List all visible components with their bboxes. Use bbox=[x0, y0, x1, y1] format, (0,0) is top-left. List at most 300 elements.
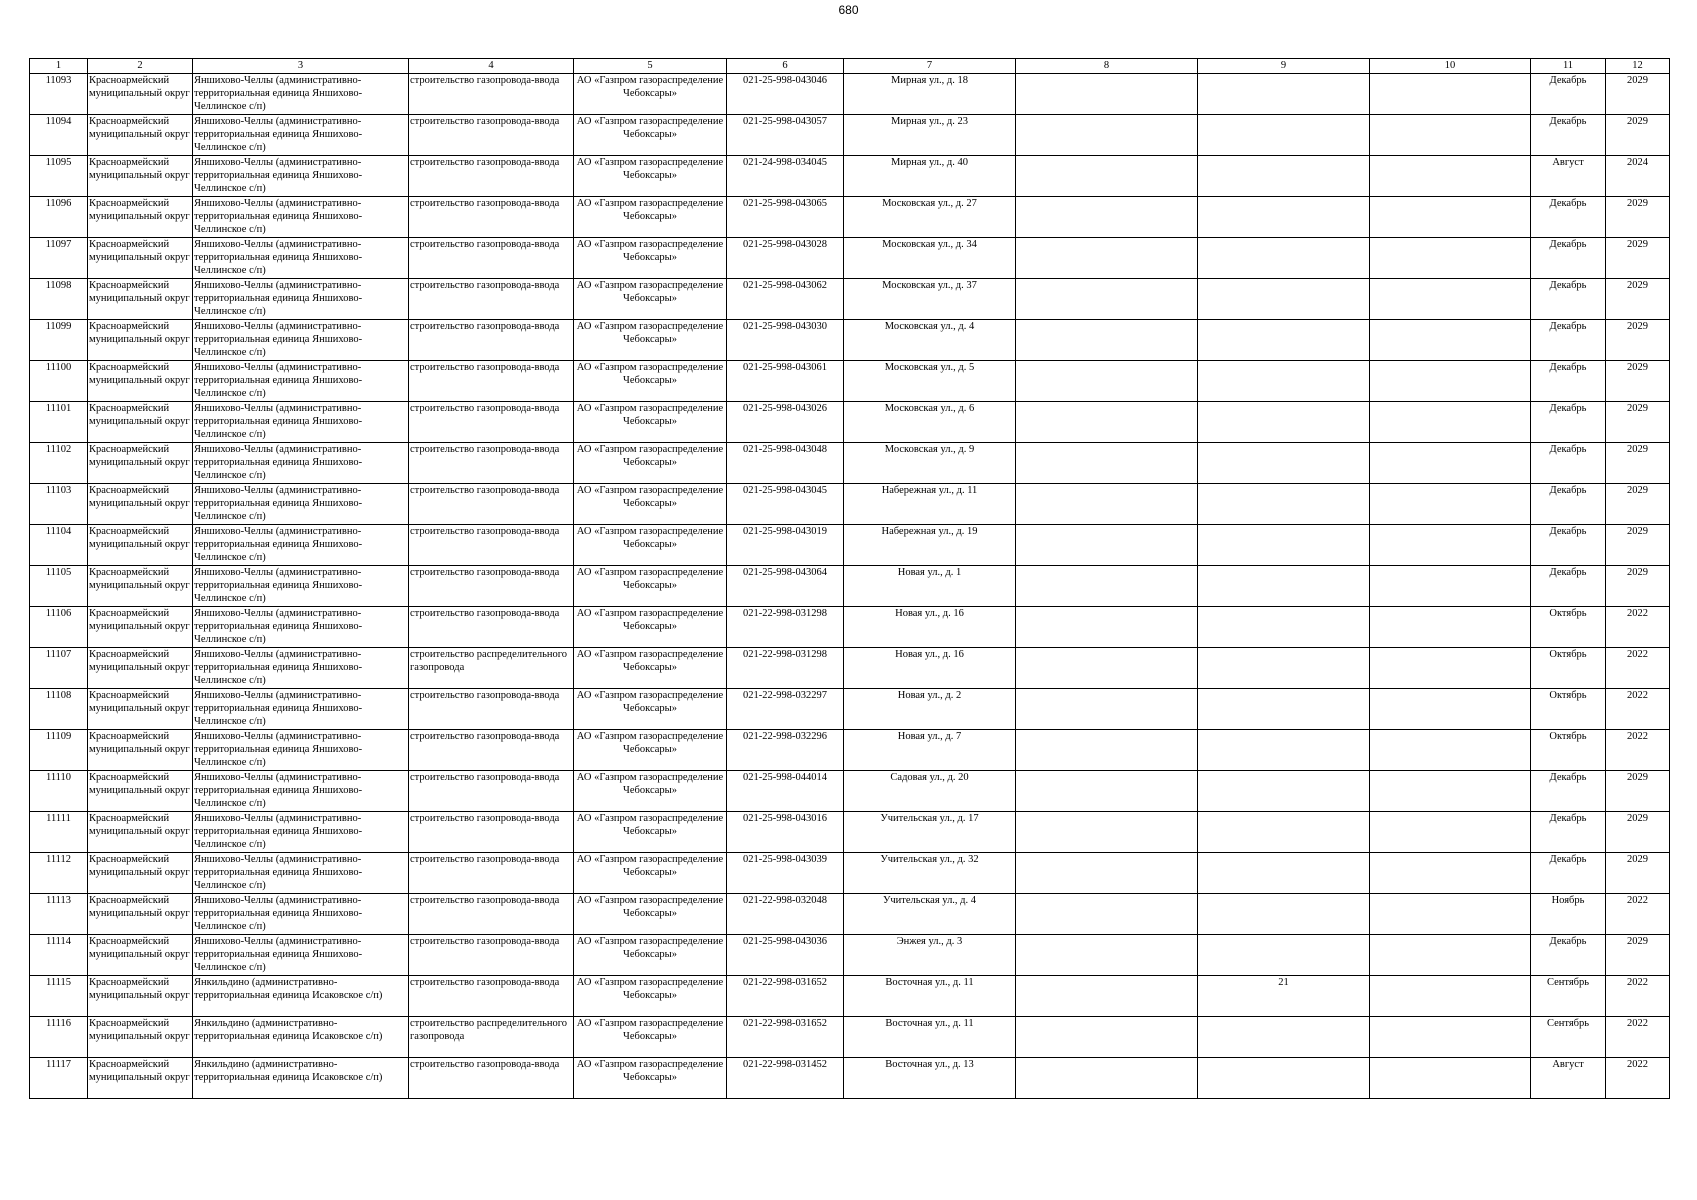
settlement-cell-text: Яншихово-Челлы (административно-территориальная единица Яншихово-Челлинское с/п) bbox=[194, 75, 363, 112]
month-cell bbox=[1531, 402, 1606, 443]
month-cell-text: Декабрь bbox=[1549, 526, 1587, 537]
table-row bbox=[30, 402, 1670, 443]
column-9-cell bbox=[1198, 607, 1370, 648]
column-8-cell-text bbox=[1017, 74, 1196, 114]
year-cell bbox=[1606, 976, 1670, 1017]
okrug-cell-text: Красноармейский муниципальный округ bbox=[89, 157, 190, 181]
column-9-cell-text bbox=[1199, 853, 1368, 893]
work-type-cell bbox=[409, 156, 574, 197]
month-cell bbox=[1531, 976, 1606, 1017]
month-cell bbox=[1531, 443, 1606, 484]
column-9-cell bbox=[1198, 566, 1370, 607]
work-type-cell-text: строительство газопровода-ввода bbox=[410, 813, 560, 824]
table-row bbox=[30, 279, 1670, 320]
okrug-cell bbox=[88, 566, 193, 607]
organization-cell bbox=[574, 156, 727, 197]
address-cell-text: Восточная ул., д. 13 bbox=[885, 1059, 974, 1070]
object-code-cell bbox=[727, 443, 844, 484]
year-cell-text: 2029 bbox=[1627, 239, 1648, 250]
column-9-cell bbox=[1198, 115, 1370, 156]
address-cell-text: Набережная ул., д. 19 bbox=[881, 526, 978, 537]
month-cell-text: Декабрь bbox=[1549, 772, 1587, 783]
month-cell bbox=[1531, 730, 1606, 771]
organization-cell bbox=[574, 894, 727, 935]
address-cell-text: Новая ул., д. 1 bbox=[897, 567, 962, 578]
row-number-cell bbox=[30, 976, 88, 1017]
table-row bbox=[30, 689, 1670, 730]
column-header: 9 bbox=[1198, 59, 1370, 74]
work-type-cell-text: строительство газопровода-ввода bbox=[410, 731, 560, 742]
object-code-cell-text: 021-25-998-043036 bbox=[743, 936, 827, 947]
month-cell bbox=[1531, 74, 1606, 115]
okrug-cell-text: Красноармейский муниципальный округ bbox=[89, 75, 190, 99]
column-header: 6 bbox=[727, 59, 844, 74]
year-cell bbox=[1606, 853, 1670, 894]
okrug-cell bbox=[88, 320, 193, 361]
work-type-cell-text: строительство распределительного газопровода bbox=[410, 1018, 568, 1042]
year-cell bbox=[1606, 607, 1670, 648]
month-cell bbox=[1531, 320, 1606, 361]
column-10-cell bbox=[1370, 730, 1531, 771]
address-cell-text: Новая ул., д. 16 bbox=[895, 649, 964, 660]
month-cell bbox=[1531, 1017, 1606, 1058]
table-row bbox=[30, 648, 1670, 689]
object-code-cell-text: 021-25-998-044014 bbox=[743, 772, 827, 783]
row-number-cell-text: 11110 bbox=[45, 772, 72, 783]
object-code-cell bbox=[727, 976, 844, 1017]
year-cell-text: 2029 bbox=[1627, 75, 1648, 86]
okrug-cell bbox=[88, 197, 193, 238]
row-number-cell bbox=[30, 648, 88, 689]
row-number-cell bbox=[30, 115, 88, 156]
year-cell-text: 2029 bbox=[1627, 403, 1648, 414]
okrug-cell-text: Красноармейский муниципальный округ bbox=[89, 895, 190, 919]
column-9-cell bbox=[1198, 197, 1370, 238]
organization-cell-text: АО «Газпром газораспределение Чебоксары» bbox=[576, 321, 724, 345]
column-10-cell-text bbox=[1371, 812, 1529, 852]
row-number-cell-text: 11117 bbox=[45, 1059, 72, 1070]
column-8-cell bbox=[1016, 566, 1198, 607]
column-8-cell-text bbox=[1017, 771, 1196, 811]
row-number-cell bbox=[30, 894, 88, 935]
column-8-cell bbox=[1016, 484, 1198, 525]
organization-cell bbox=[574, 361, 727, 402]
address-cell-text: Садовая ул., д. 20 bbox=[890, 772, 969, 783]
work-type-cell bbox=[409, 74, 574, 115]
object-code-cell bbox=[727, 812, 844, 853]
work-type-cell-text: строительство газопровода-ввода bbox=[410, 772, 560, 783]
settlement-cell-text: Яншихово-Челлы (административно-территориальная единица Яншихово-Челлинское с/п) bbox=[194, 854, 363, 891]
year-cell bbox=[1606, 1058, 1670, 1099]
address-cell bbox=[844, 156, 1016, 197]
object-code-cell bbox=[727, 484, 844, 525]
year-cell bbox=[1606, 894, 1670, 935]
column-9-cell-text bbox=[1199, 1017, 1368, 1057]
year-cell-text: 2022 bbox=[1627, 895, 1648, 906]
address-cell-text: Московская ул., д. 5 bbox=[884, 362, 975, 373]
table-row bbox=[30, 238, 1670, 279]
work-type-cell-text: строительство газопровода-ввода bbox=[410, 321, 560, 332]
object-code-cell-text: 021-25-998-043062 bbox=[743, 280, 827, 291]
settlement-cell-text: Янкильдино (административно-территориальная единица Исаковское с/п) bbox=[194, 1018, 383, 1042]
column-9-cell bbox=[1198, 1058, 1370, 1099]
year-cell-text: 2022 bbox=[1627, 690, 1648, 701]
column-10-cell-text bbox=[1371, 361, 1529, 401]
work-type-cell-text: строительство распределительного газопровода bbox=[410, 649, 568, 673]
object-code-cell-text: 021-25-998-043016 bbox=[743, 813, 827, 824]
column-9-cell-text bbox=[1199, 238, 1368, 278]
column-10-cell bbox=[1370, 402, 1531, 443]
settlement-cell-text: Яншихово-Челлы (административно-территориальная единица Яншихово-Челлинское с/п) bbox=[194, 649, 363, 686]
settlement-cell bbox=[193, 894, 409, 935]
row-number-cell-text: 11104 bbox=[45, 526, 72, 537]
column-9-cell bbox=[1198, 484, 1370, 525]
row-number-cell-text: 11113 bbox=[45, 895, 72, 906]
object-code-cell-text: 021-25-998-043030 bbox=[743, 321, 827, 332]
column-10-cell bbox=[1370, 976, 1531, 1017]
settlement-cell bbox=[193, 1017, 409, 1058]
settlement-cell bbox=[193, 771, 409, 812]
address-cell bbox=[844, 689, 1016, 730]
month-cell-text: Декабрь bbox=[1549, 116, 1587, 127]
okrug-cell bbox=[88, 812, 193, 853]
column-9-cell-text bbox=[1199, 361, 1368, 401]
table-row bbox=[30, 74, 1670, 115]
work-type-cell-text: строительство газопровода-ввода bbox=[410, 977, 560, 988]
column-10-cell bbox=[1370, 853, 1531, 894]
work-type-cell bbox=[409, 812, 574, 853]
column-9-cell-text: 21 bbox=[1278, 977, 1289, 988]
object-code-cell-text: 021-22-998-031298 bbox=[743, 608, 827, 619]
column-9-cell bbox=[1198, 894, 1370, 935]
column-8-cell-text bbox=[1017, 443, 1196, 483]
table-row bbox=[30, 853, 1670, 894]
organization-cell-text: АО «Газпром газораспределение Чебоксары» bbox=[576, 649, 724, 673]
row-number-cell bbox=[30, 566, 88, 607]
work-type-cell-text: строительство газопровода-ввода bbox=[410, 75, 560, 86]
column-9-cell-text bbox=[1199, 1058, 1368, 1098]
month-cell-text: Декабрь bbox=[1549, 854, 1587, 865]
column-10-cell bbox=[1370, 279, 1531, 320]
year-cell-text: 2029 bbox=[1627, 198, 1648, 209]
row-number-cell-text: 11106 bbox=[45, 608, 72, 619]
column-10-cell bbox=[1370, 525, 1531, 566]
work-type-cell bbox=[409, 566, 574, 607]
row-number-cell-text: 11093 bbox=[45, 75, 72, 86]
year-cell-text: 2029 bbox=[1627, 485, 1648, 496]
okrug-cell-text: Красноармейский муниципальный округ bbox=[89, 280, 190, 304]
row-number-cell-text: 11105 bbox=[45, 567, 72, 578]
object-code-cell bbox=[727, 689, 844, 730]
work-type-cell-text: строительство газопровода-ввода bbox=[410, 485, 560, 496]
okrug-cell-text: Красноармейский муниципальный округ bbox=[89, 690, 190, 714]
row-number-cell bbox=[30, 197, 88, 238]
column-header: 3 bbox=[193, 59, 409, 74]
row-number-cell bbox=[30, 853, 88, 894]
column-8-cell-text bbox=[1017, 361, 1196, 401]
column-10-cell bbox=[1370, 74, 1531, 115]
table-row bbox=[30, 525, 1670, 566]
okrug-cell bbox=[88, 730, 193, 771]
year-cell-text: 2029 bbox=[1627, 526, 1648, 537]
object-code-cell-text: 021-25-998-043061 bbox=[743, 362, 827, 373]
column-10-cell bbox=[1370, 935, 1531, 976]
month-cell-text: Декабрь bbox=[1549, 936, 1587, 947]
year-cell bbox=[1606, 935, 1670, 976]
settlement-cell-text: Яншихово-Челлы (административно-территориальная единица Яншихово-Челлинское с/п) bbox=[194, 526, 363, 563]
object-code-cell-text: 021-22-998-031298 bbox=[743, 649, 827, 660]
address-cell-text: Новая ул., д. 7 bbox=[897, 731, 962, 742]
year-cell-text: 2029 bbox=[1627, 444, 1648, 455]
work-type-cell bbox=[409, 525, 574, 566]
address-cell-text: Учительская ул., д. 4 bbox=[882, 895, 977, 906]
settlement-cell-text: Яншихово-Челлы (административно-территориальная единица Яншихово-Челлинское с/п) bbox=[194, 936, 363, 973]
okrug-cell-text: Красноармейский муниципальный округ bbox=[89, 485, 190, 509]
object-code-cell-text: 021-22-998-032296 bbox=[743, 731, 827, 742]
okrug-cell bbox=[88, 402, 193, 443]
okrug-cell bbox=[88, 525, 193, 566]
okrug-cell-text: Красноармейский муниципальный округ bbox=[89, 567, 190, 591]
column-9-cell-text bbox=[1199, 402, 1368, 442]
row-number-cell bbox=[30, 484, 88, 525]
settlement-cell bbox=[193, 156, 409, 197]
okrug-cell-text: Красноармейский муниципальный округ bbox=[89, 936, 190, 960]
row-number-cell-text: 11109 bbox=[45, 731, 72, 742]
okrug-cell bbox=[88, 238, 193, 279]
organization-cell bbox=[574, 115, 727, 156]
year-cell-text: 2029 bbox=[1627, 116, 1648, 127]
column-8-cell bbox=[1016, 525, 1198, 566]
okrug-cell-text: Красноармейский муниципальный округ bbox=[89, 608, 190, 632]
month-cell bbox=[1531, 197, 1606, 238]
year-cell bbox=[1606, 525, 1670, 566]
row-number-cell bbox=[30, 279, 88, 320]
row-number-cell-text: 11094 bbox=[45, 116, 72, 127]
table-row bbox=[30, 812, 1670, 853]
work-type-cell bbox=[409, 197, 574, 238]
column-9-cell bbox=[1198, 361, 1370, 402]
month-cell bbox=[1531, 853, 1606, 894]
address-cell bbox=[844, 443, 1016, 484]
object-code-cell-text: 021-22-998-032297 bbox=[743, 690, 827, 701]
column-8-cell-text bbox=[1017, 730, 1196, 770]
month-cell bbox=[1531, 484, 1606, 525]
work-type-cell bbox=[409, 484, 574, 525]
year-cell-text: 2029 bbox=[1627, 567, 1648, 578]
page-number: 680 bbox=[838, 3, 859, 17]
object-code-cell-text: 021-25-998-043045 bbox=[743, 485, 827, 496]
month-cell-text: Август bbox=[1552, 1059, 1584, 1070]
okrug-cell bbox=[88, 976, 193, 1017]
address-cell bbox=[844, 402, 1016, 443]
settlement-cell bbox=[193, 853, 409, 894]
address-cell bbox=[844, 894, 1016, 935]
okrug-cell bbox=[88, 361, 193, 402]
organization-cell-text: АО «Газпром газораспределение Чебоксары» bbox=[576, 1018, 724, 1042]
row-number-cell bbox=[30, 771, 88, 812]
object-code-cell bbox=[727, 525, 844, 566]
column-8-cell bbox=[1016, 771, 1198, 812]
table-row bbox=[30, 566, 1670, 607]
settlement-cell-text: Яншихово-Челлы (административно-территориальная единица Яншихово-Челлинское с/п) bbox=[194, 198, 363, 235]
column-8-cell-text bbox=[1017, 320, 1196, 360]
address-cell bbox=[844, 197, 1016, 238]
column-10-cell bbox=[1370, 771, 1531, 812]
address-cell bbox=[844, 607, 1016, 648]
okrug-cell-text: Красноармейский муниципальный округ bbox=[89, 116, 190, 140]
year-cell bbox=[1606, 689, 1670, 730]
column-8-cell bbox=[1016, 976, 1198, 1017]
column-10-cell-text bbox=[1371, 730, 1529, 770]
organization-cell bbox=[574, 74, 727, 115]
row-number-cell bbox=[30, 689, 88, 730]
column-10-cell bbox=[1370, 443, 1531, 484]
work-type-cell-text: строительство газопровода-ввода bbox=[410, 1059, 560, 1070]
year-cell bbox=[1606, 566, 1670, 607]
column-8-cell-text bbox=[1017, 156, 1196, 196]
row-number-cell-text: 11108 bbox=[45, 690, 72, 701]
address-cell-text: Московская ул., д. 4 bbox=[884, 321, 975, 332]
column-10-cell-text bbox=[1371, 566, 1529, 606]
okrug-cell bbox=[88, 771, 193, 812]
address-cell-text: Мирная ул., д. 23 bbox=[891, 116, 968, 127]
column-9-cell-text bbox=[1199, 607, 1368, 647]
organization-cell bbox=[574, 1058, 727, 1099]
month-cell-text: Декабрь bbox=[1549, 321, 1587, 332]
okrug-cell-text: Красноармейский муниципальный округ bbox=[89, 362, 190, 386]
column-8-cell bbox=[1016, 935, 1198, 976]
address-cell-text: Восточная ул., д. 11 bbox=[885, 1018, 974, 1029]
settlement-cell bbox=[193, 1058, 409, 1099]
organization-cell bbox=[574, 976, 727, 1017]
organization-cell-text: АО «Газпром газораспределение Чебоксары» bbox=[576, 731, 724, 755]
column-9-cell-text bbox=[1199, 156, 1368, 196]
object-code-cell-text: 021-25-998-043057 bbox=[743, 116, 827, 127]
column-header: 1 bbox=[30, 59, 88, 74]
column-10-cell-text bbox=[1371, 894, 1529, 934]
organization-cell bbox=[574, 730, 727, 771]
column-header: 8 bbox=[1016, 59, 1198, 74]
column-9-cell bbox=[1198, 402, 1370, 443]
organization-cell bbox=[574, 238, 727, 279]
row-number-cell-text: 11112 bbox=[45, 854, 72, 865]
organization-cell bbox=[574, 566, 727, 607]
column-9-cell bbox=[1198, 238, 1370, 279]
organization-cell-text: АО «Газпром газораспределение Чебоксары» bbox=[576, 444, 724, 468]
organization-cell bbox=[574, 689, 727, 730]
column-8-cell-text bbox=[1017, 566, 1196, 606]
work-type-cell bbox=[409, 361, 574, 402]
column-10-cell-text bbox=[1371, 115, 1529, 155]
column-8-cell bbox=[1016, 812, 1198, 853]
column-10-cell bbox=[1370, 566, 1531, 607]
object-code-cell-text: 021-25-998-043028 bbox=[743, 239, 827, 250]
okrug-cell bbox=[88, 1058, 193, 1099]
month-cell bbox=[1531, 689, 1606, 730]
organization-cell-text: АО «Газпром газораспределение Чебоксары» bbox=[576, 608, 724, 632]
year-cell-text: 2024 bbox=[1627, 157, 1648, 168]
column-10-cell bbox=[1370, 484, 1531, 525]
month-cell-text: Сентябрь bbox=[1546, 977, 1590, 988]
month-cell-text: Сентябрь bbox=[1546, 1018, 1590, 1029]
work-type-cell bbox=[409, 279, 574, 320]
object-code-cell bbox=[727, 197, 844, 238]
okrug-cell-text: Красноармейский муниципальный округ bbox=[89, 772, 190, 796]
settlement-cell-text: Яншихово-Челлы (административно-территориальная единица Яншихово-Челлинское с/п) bbox=[194, 485, 363, 522]
okrug-cell bbox=[88, 115, 193, 156]
settlement-cell bbox=[193, 689, 409, 730]
address-cell bbox=[844, 74, 1016, 115]
okrug-cell bbox=[88, 1017, 193, 1058]
month-cell bbox=[1531, 279, 1606, 320]
address-cell-text: Восточная ул., д. 11 bbox=[885, 977, 974, 988]
month-cell-text: Декабрь bbox=[1549, 485, 1587, 496]
work-type-cell-text: строительство газопровода-ввода bbox=[410, 403, 560, 414]
column-8-cell bbox=[1016, 607, 1198, 648]
object-code-cell-text: 021-25-998-043019 bbox=[743, 526, 827, 537]
column-10-cell bbox=[1370, 197, 1531, 238]
column-10-cell bbox=[1370, 156, 1531, 197]
column-10-cell-text bbox=[1371, 279, 1529, 319]
column-8-cell bbox=[1016, 197, 1198, 238]
address-cell-text: Новая ул., д. 16 bbox=[895, 608, 964, 619]
work-type-cell bbox=[409, 1058, 574, 1099]
organization-cell bbox=[574, 402, 727, 443]
column-8-cell bbox=[1016, 279, 1198, 320]
year-cell-text: 2022 bbox=[1627, 977, 1648, 988]
year-cell bbox=[1606, 443, 1670, 484]
column-9-cell-text bbox=[1199, 935, 1368, 975]
row-number-cell bbox=[30, 238, 88, 279]
column-9-cell bbox=[1198, 320, 1370, 361]
organization-cell-text: АО «Газпром газораспределение Чебоксары» bbox=[576, 485, 724, 509]
settlement-cell bbox=[193, 279, 409, 320]
month-cell-text: Август bbox=[1552, 157, 1584, 168]
row-number-cell bbox=[30, 320, 88, 361]
month-cell bbox=[1531, 812, 1606, 853]
register-table bbox=[29, 58, 1670, 1099]
column-9-cell bbox=[1198, 279, 1370, 320]
object-code-cell bbox=[727, 361, 844, 402]
settlement-cell-text: Яншихово-Челлы (административно-территориальная единица Яншихово-Челлинское с/п) bbox=[194, 813, 363, 850]
settlement-cell-text: Яншихово-Челлы (административно-территориальная единица Яншихово-Челлинское с/п) bbox=[194, 280, 363, 317]
work-type-cell bbox=[409, 935, 574, 976]
column-9-cell-text bbox=[1199, 566, 1368, 606]
column-10-cell-text bbox=[1371, 1058, 1529, 1098]
organization-cell bbox=[574, 279, 727, 320]
okrug-cell-text: Красноармейский муниципальный округ bbox=[89, 854, 190, 878]
row-number-cell bbox=[30, 525, 88, 566]
settlement-cell bbox=[193, 74, 409, 115]
column-10-cell-text bbox=[1371, 1017, 1529, 1057]
column-9-cell bbox=[1198, 976, 1370, 1017]
address-cell bbox=[844, 648, 1016, 689]
address-cell-text: Новая ул., д. 2 bbox=[897, 690, 962, 701]
column-10-cell bbox=[1370, 648, 1531, 689]
month-cell-text: Ноябрь bbox=[1551, 895, 1585, 906]
header-row bbox=[30, 59, 1670, 74]
okrug-cell-text: Красноармейский муниципальный округ bbox=[89, 813, 190, 837]
year-cell bbox=[1606, 197, 1670, 238]
organization-cell bbox=[574, 320, 727, 361]
column-10-cell bbox=[1370, 320, 1531, 361]
column-header: 10 bbox=[1370, 59, 1531, 74]
object-code-cell bbox=[727, 853, 844, 894]
table-row bbox=[30, 484, 1670, 525]
month-cell-text: Декабрь bbox=[1549, 239, 1587, 250]
row-number-cell bbox=[30, 443, 88, 484]
okrug-cell bbox=[88, 484, 193, 525]
